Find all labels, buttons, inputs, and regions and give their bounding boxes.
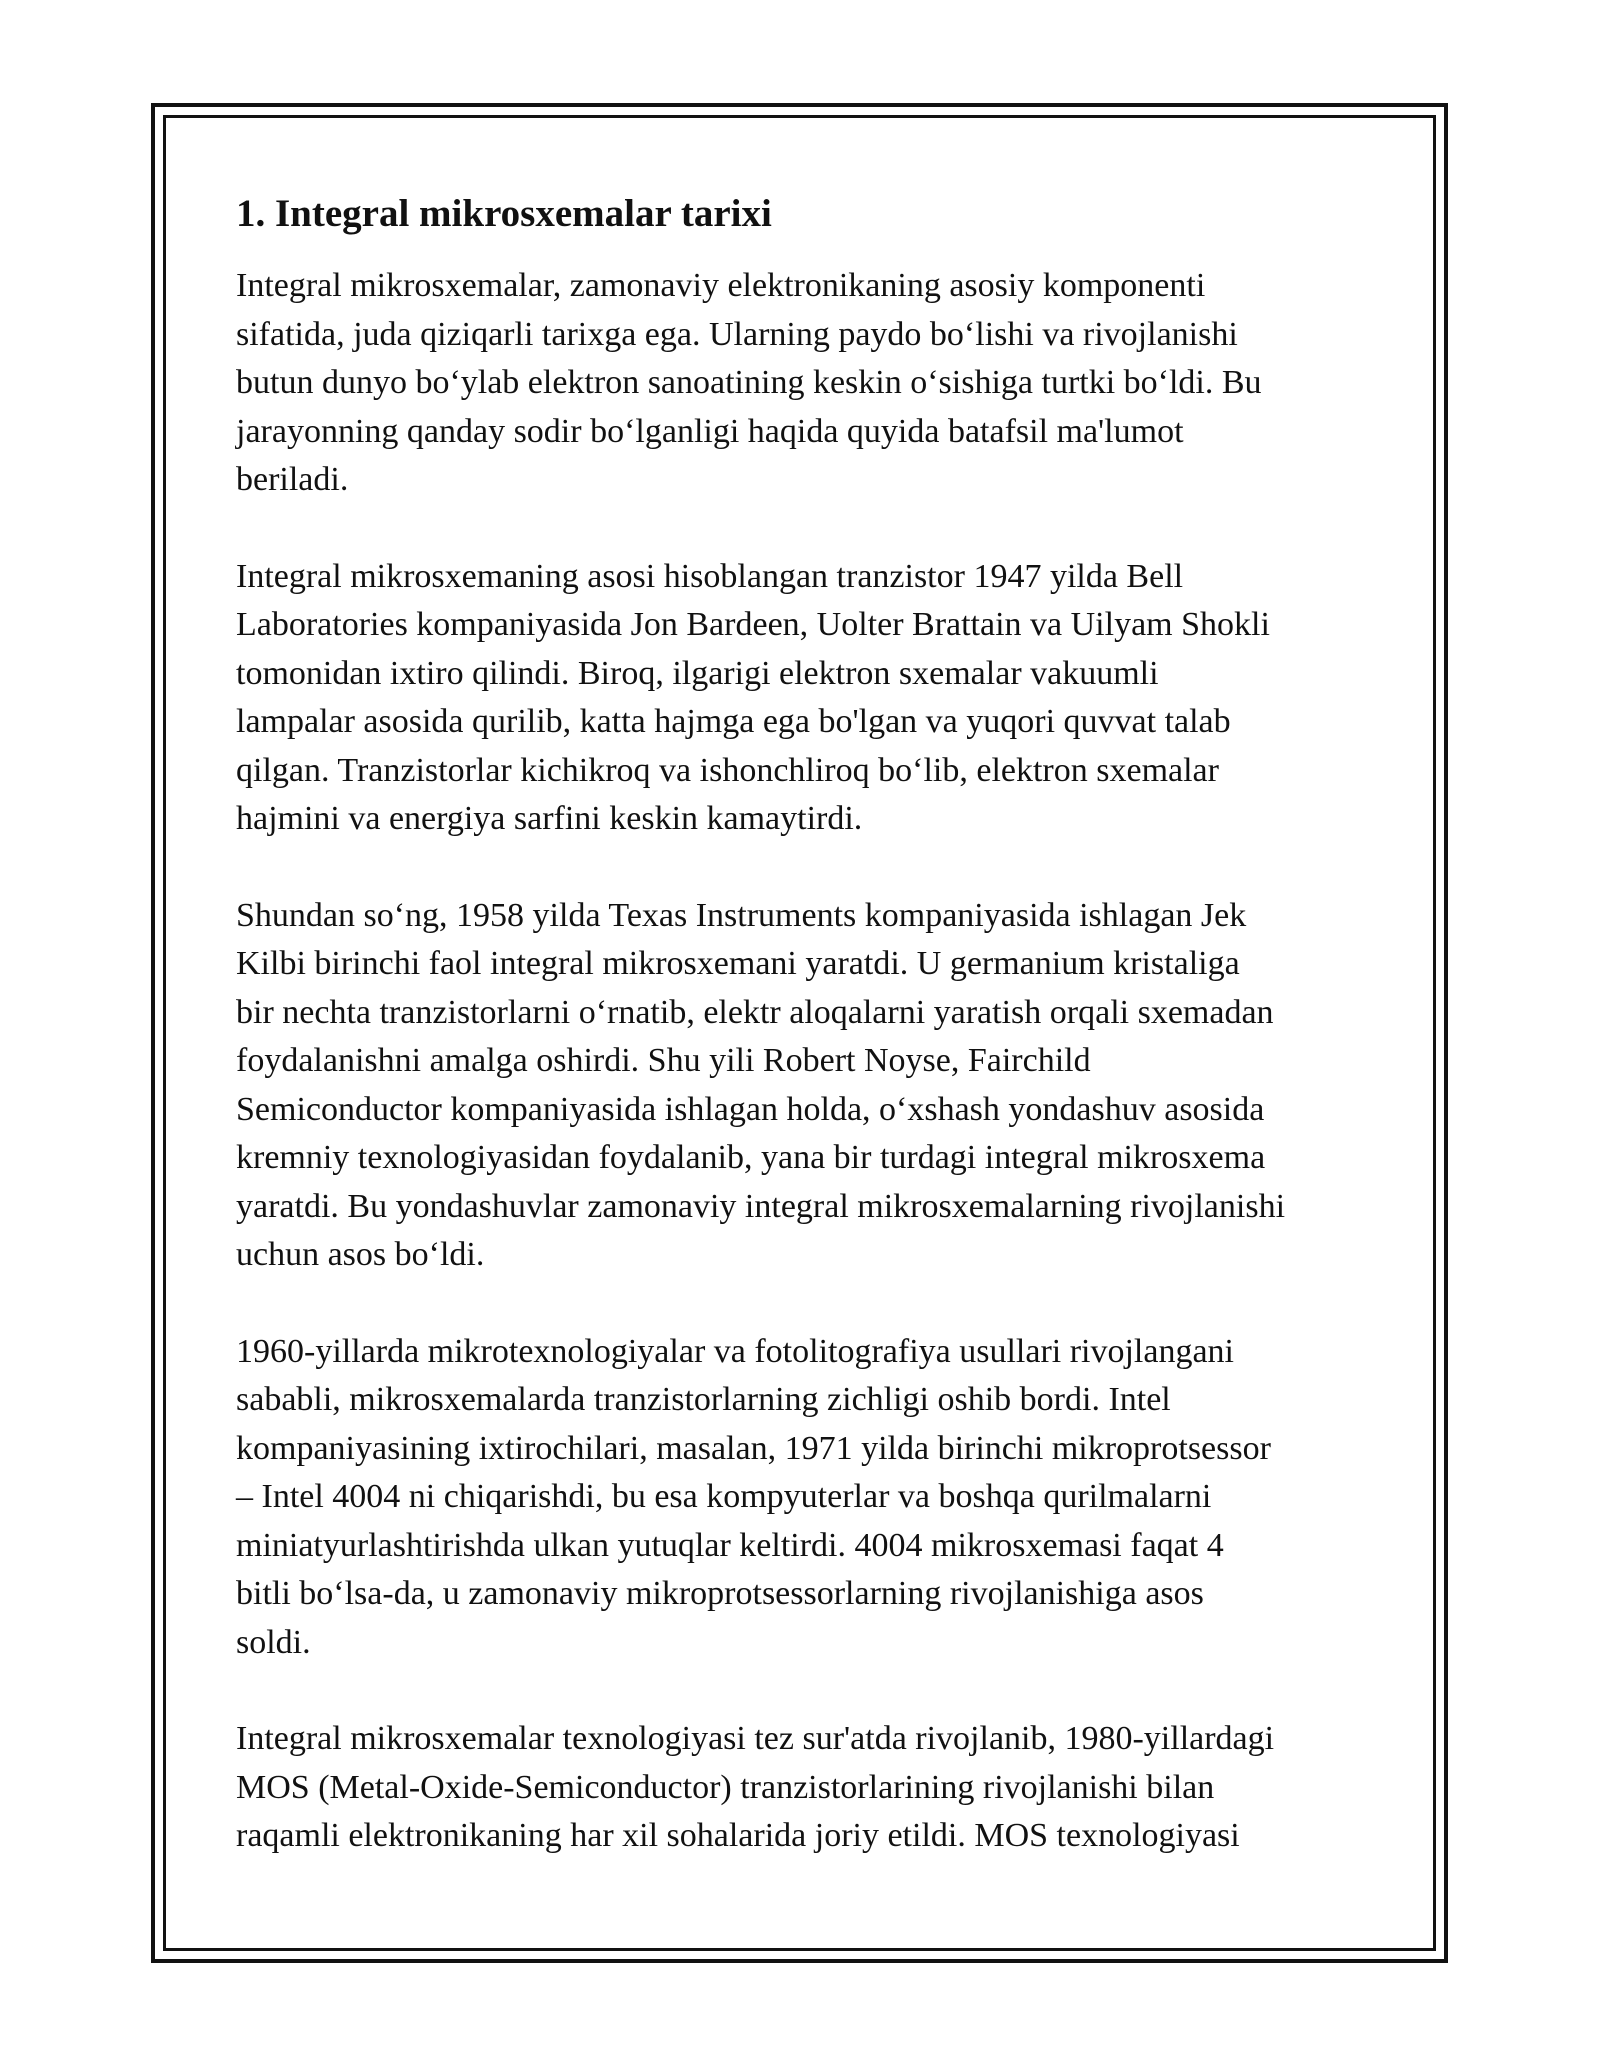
paragraph-line: tomonidan ixtiro qilindi. Biroq, ilgarigi elektron sxemalar vakuumli (236, 654, 1159, 692)
paragraph-5 (236, 1715, 1376, 1861)
paragraph-line: beriladi. (236, 461, 349, 498)
paragraph-line: Kilbi birinchi faol integral mikrosxemani yaratdi. U germanium kristaliga (236, 945, 1240, 982)
paragraph-1 (236, 262, 1376, 505)
paragraph-line: miniatyurlashtirishda ulkan yutuqlar keltirdi. 4004 mikrosxemasi faqat 4 (236, 1526, 1224, 1564)
paragraph-line: soldi. (236, 1623, 311, 1661)
paragraph-line: qilgan. Tranzistorlar kichikroq va ishonchliroq boʻlib, elektron sxemalar (236, 751, 1219, 789)
paragraph-line: Semiconductor kompaniyasida ishlagan holda, oʻxshash yondashuv asosida (236, 1090, 1265, 1128)
paragraph-line: foydalanishni amalga oshirdi. Shu yili Robert Noyse, Fairchild (236, 1042, 1091, 1079)
section-heading: 1. Integral mikrosxemalar tarixi (236, 192, 772, 235)
paragraph-line: MOS (Metal-Oxide-Semiconductor) tranzistorlarining rivojlanishi bilan (236, 1768, 1215, 1806)
paragraph-line: lampalar asosida qurilib, katta hajmga ega bo'lgan va yuqori quvvat talab (236, 703, 1231, 740)
paragraph-line: Shundan soʻng, 1958 yilda Texas Instruments kompaniyasida ishlagan Jek (236, 896, 1247, 934)
paragraph-line: uchun asos boʻldi. (236, 1236, 485, 1273)
paragraph-line: sifatida, juda qiziqarli tarixga ega. Ularning paydo boʻlishi va rivojlanishi (236, 315, 1238, 353)
paragraph-line: bir nechta tranzistorlarni oʻrnatib, elektr aloqalarni yaratish orqali sxemadan (236, 993, 1274, 1031)
paragraph-line: kompaniyasining ixtirochilari, masalan, 1971 yilda birinchi mikroprotsessor (236, 1429, 1271, 1467)
paragraph-line: hajmini va energiya sarfini keskin kamaytirdi. (236, 800, 863, 837)
paragraph-line: jarayonning qanday sodir boʻlganligi haqida quyida batafsil ma'lumot (236, 412, 1184, 450)
paragraph-line: Laboratories kompaniyasida Jon Bardeen, Uolter Brattain va Uilyam Shokli (236, 606, 1270, 643)
paragraph-line: – Intel 4004 ni chiqarishdi, bu esa kompyuterlar va boshqa qurilmalarni (236, 1478, 1212, 1515)
paragraph-2 (236, 553, 1376, 844)
paragraph-line: butun dunyo boʻylab elektron sanoatining keskin oʻsishiga turtki boʻldi. Bu (236, 364, 1262, 401)
paragraph-line: Integral mikrosxemalar, zamonaviy elektronikaning asosiy komponenti (236, 267, 1206, 304)
paragraph-line: Integral mikrosxemaning asosi hisoblangan tranzistor 1947 yilda Bell (236, 557, 1184, 595)
paragraph-line: raqamli elektronikaning har xil sohalarida joriy etildi. MOS texnologiyasi (236, 1817, 1240, 1854)
paragraph-line: kremniy texnologiyasidan foydalanib, yana bir turdagi integral mikrosxema (236, 1139, 1266, 1176)
paragraph-4 (236, 1328, 1376, 1668)
paragraph-3 (236, 892, 1376, 1280)
paragraph-line: Integral mikrosxemalar texnologiyasi tez sur'atda rivojlanib, 1980-yillardagi (236, 1720, 1275, 1757)
paragraph-line: bitli boʻlsa-da, u zamonaviy mikroprotsessorlarning rivojlanishiga asos (236, 1575, 1204, 1612)
paragraph-line: sababli, mikrosxemalarda tranzistorlarning zichligi oshib bordi. Intel (236, 1381, 1171, 1418)
document-content (236, 190, 1376, 1909)
paragraph-line: 1960-yillarda mikrotexnologiyalar va fotolitografiya usullari rivojlangani (236, 1332, 1235, 1370)
paragraph-line: yaratdi. Bu yondashuvlar zamonaviy integral mikrosxemalarning rivojlanishi (236, 1187, 1286, 1225)
